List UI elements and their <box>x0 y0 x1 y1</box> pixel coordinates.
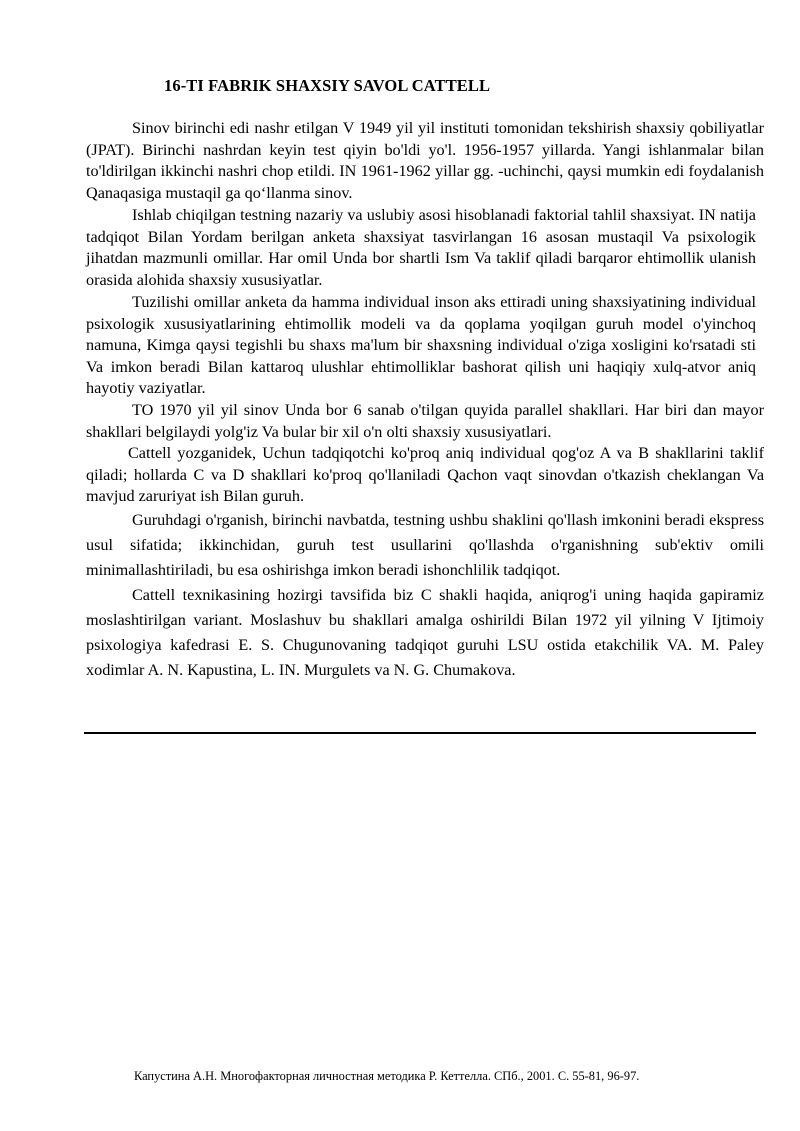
paragraph-group-study: Guruhdagi o'rganish, birinchi navbatda, testning ushbu shaklini qo'llash imkonini beradi ekspress usul sifatida; ikkinchidan, guruh test usullarini qo'llashda o'rganishning sub'ektiv omili minimallashtiriladi, bu esa oshirishga imkon beradi ishonchlilik tadqiqot. <box>86 511 764 579</box>
paragraph-cattell-forms: Cattell yozganidek, Uchun tadqiqotchi ko'proq aniq individual qog'oz A va B shakllarini taklif qiladi; hollarda C va D shakllari ko'proq qo'llaniladi Qachon vaqt sinovdan o'tkazish cheklangan Va mavjud zaruriyat ish Bilan guruh. <box>86 444 764 505</box>
footnote: Капустина А.Н. Многофакторная личностная методика Р. Кеттелла. СПб., 2001. С. 55-81, 96-97. <box>134 1069 640 1083</box>
paragraph-history: Sinov birinchi edi nashr etilgan V 1949 yil yil instituti tomonidan tekshirish shaxsiy qobiliyatlar (JPAT). Birinchi nashrdan keyin test qiyin bo'ldi yo'l. 1956-1957 yillarda. Yangi ishlanmalar bilan to'ldirilgan ikkinchi nashri chop etildi. IN 1961-1962 yillar gg. -uchinchi, qaysi mumkin edi foydalanish Qanaqasiga mustaqil ga qo‘llanma sinov. <box>86 119 764 202</box>
paragraph-theory: Ishlab chiqilgan testning nazariy va uslubiy asosi hisoblanadi faktorial tahlil shaxsiyat. IN natija tadqiqot Bilan Yordam berilgan anketa shaxsiyat tasvirlangan 16 asosan mustaqil Va psixologik jihatdan mazmunli omillar. Har omil Unda bor shartli Ism Va taklif qiladi barqaror ehtimollik ulanish orasida alohida shaxsiy xususiyatlar. <box>86 206 756 289</box>
paragraph-adaptation: Cattell texnikasining hozirgi tavsifida biz C shakli haqida, aniqrog'i uning haqida gapiramiz moslashtirilgan variant. Moslashuv bu shakllari amalga oshirildi Bilan 1972 yil yilning V Ijtimoiy psixologiya kafedrasi E. S. Chugunovaning tadqiqot guruhi LSU ostida etakchilik VA. M. Paley xodimlar A. N. Kapustina, L. IN. Murgulets va N. G. Chumakova. <box>86 586 764 679</box>
paragraph-forms: TO 1970 yil yil sinov Unda bor 6 sanab o'tilgan quyida parallel shakllari. Har biri dan mayor shakllari belgilaydi yolg'iz Va bular bir xil o'n olti shaxsiy xususiyatlari. <box>86 401 764 441</box>
paragraph-structure: Tuzilishi omillar anketa da hamma individual inson aks ettiradi uning shaxsiyatining individual psixologik xususiyatlarining ehtimollik modeli va da qoplama yoqilgan guruh model o'yinchoq namuna, Kimga qaysi tegishli bu shaxs ma'lum bir shaxsning individual o'ziga xosligini ko'rsatadi sti Va imkon beradi Bilan kattaroq ulushlar ehtimolliklar bashorat qilish uni haqiqiy xulq-atvor aniq hayotiy vaziyatlar. <box>86 293 756 397</box>
horizontal-divider <box>84 732 756 734</box>
document-title: 16-TI FABRIK SHAXSIY SAVOL CATTELL <box>164 76 491 95</box>
